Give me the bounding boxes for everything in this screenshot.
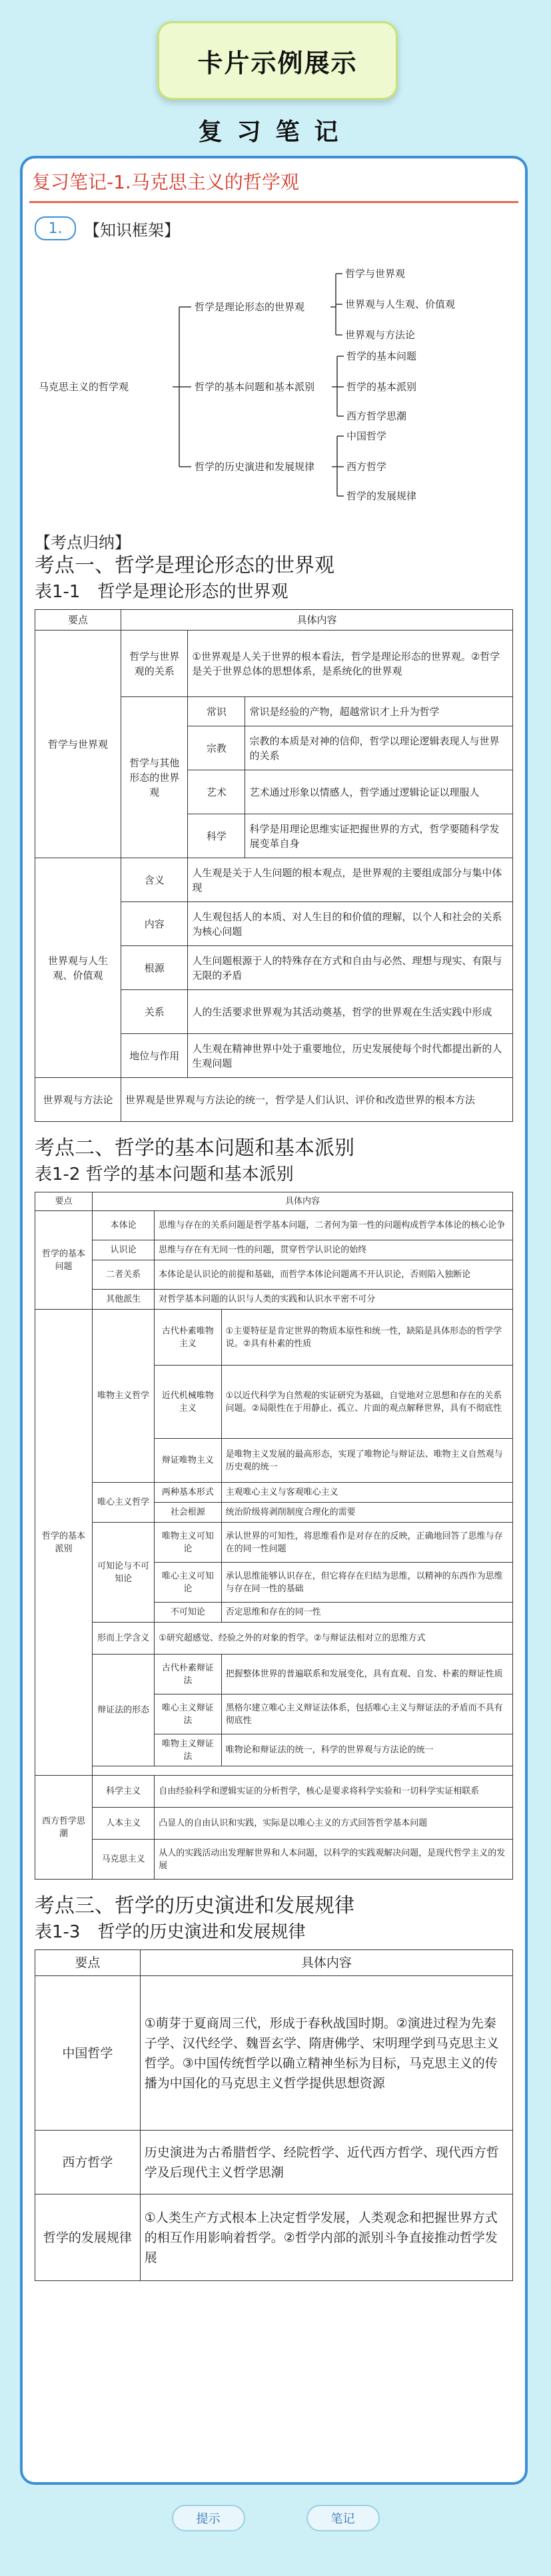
row-content: 科学是用理论思维实证把握世界的方式，哲学要随科学发展变革自身 <box>245 814 513 858</box>
row-key: 科学 <box>188 814 245 858</box>
table-header: 要点 <box>35 610 121 631</box>
row-label: 哲学与其他形态的世界观 <box>121 697 188 858</box>
row-key: 认识论 <box>93 1240 155 1260</box>
page-subtitle: 复习笔记 <box>198 119 353 146</box>
row-content: 人生问题根源于人的特殊存在方式和自由与必然、理想与现实、有限与无限的矛盾 <box>188 946 513 990</box>
row-key: 内容 <box>121 902 188 946</box>
row-key: 其他派生 <box>93 1290 155 1310</box>
row-label: 唯物主义哲学 <box>93 1310 155 1483</box>
row-key: 唯物主义可知论 <box>155 1523 221 1563</box>
row-content: 承认思维能够认识存在，但它将存在归结为思维，以精神的东西作为思维与存在同一性的基础 <box>221 1563 512 1603</box>
row-content: 常识是经验的产物，超越常识才上升为哲学 <box>245 697 513 726</box>
row-content: 艺术通过形象以情感人，哲学通过逻辑论证以理服人 <box>245 770 513 814</box>
row-key: 古代朴素唯物主义 <box>155 1310 221 1366</box>
mindmap-leaf: 哲学的基本问题 <box>346 350 417 362</box>
row-group-label: 哲学的基本派别 <box>35 1310 93 1776</box>
row-content: 人生观包括人的本质、对人生目的和价值的理解，以个人和社会的关系为核心问题 <box>188 902 513 946</box>
row-content: 对哲学基本问题的认识与人类的实践和认识水平密不可分 <box>155 1290 513 1310</box>
row-key: 本体论 <box>93 1211 155 1240</box>
table-header: 具体内容 <box>93 1192 513 1211</box>
row-group-label: 西方哲学思潮 <box>35 1776 93 1880</box>
row-label: 辩证法的形态 <box>93 1655 155 1766</box>
knowledge-mindmap <box>35 248 513 515</box>
mindmap-branch-3: 哲学的历史演进和发展规律 <box>195 461 315 473</box>
point-3-title: 考点三、哲学的历史演进和发展规律 <box>35 1894 354 1918</box>
section-header <box>35 216 513 240</box>
table-1 <box>35 609 513 1122</box>
mindmap-leaf: 中国哲学 <box>346 430 387 442</box>
row-content: 本体论是认识论的前提和基础，而哲学本体论问题离不开认识论，否则陷入独断论 <box>155 1260 513 1290</box>
row-label: 形而上学含义 <box>93 1623 155 1655</box>
row-key: 马克思主义 <box>93 1840 155 1880</box>
row-key: 不可知论 <box>155 1603 221 1623</box>
table-header: 要点 <box>35 1950 141 1976</box>
spacer-row <box>93 1766 513 1776</box>
table-1-title: 表1-1 哲学是理论形态的世界观 <box>35 582 288 602</box>
row-key: 科学主义 <box>93 1776 155 1808</box>
row-key: 地位与作用 <box>121 1034 188 1078</box>
row-content: ①研究超感觉、经验之外的对象的哲学。②与辩证法相对立的思维方式 <box>155 1623 513 1655</box>
row-content: ①主要特征是肯定世界的物质本原性和统一性，缺陷是具体形态的哲学学说。②具有朴素的性质 <box>221 1310 512 1366</box>
row-group-label: 哲学与世界观 <box>35 631 121 858</box>
row-content: ①萌芽于夏商周三代，形成于春秋战国时期。②演进过程为先秦子学、汉代经学、魏晋玄学、隋唐佛学、宋明理学到马克思主义哲学。③中国传统哲学以确立精神坐标为目标，马克思主义的传播为中国化的马克思主义哲学提供思想资源 <box>140 1976 512 2131</box>
row-content: 人的生活要求世界观为其活动奠基，哲学的世界观在生活实践中形成 <box>188 990 513 1034</box>
point-1-title: 考点一、哲学是理论形态的世界观 <box>35 554 334 577</box>
row-key: 关系 <box>121 990 188 1034</box>
key-points-header: 【考点归纳】 <box>35 533 131 552</box>
row-key: 西方哲学 <box>35 2131 141 2194</box>
row-content: 宗教的本质是对神的信仰，哲学以理论逻辑表现人与世界的关系 <box>245 726 513 770</box>
mindmap-branch-1: 哲学是理论形态的世界观 <box>195 301 305 313</box>
row-key: 宗教 <box>188 726 245 770</box>
section-number-badge: 1. <box>35 216 76 240</box>
row-key: 社会根源 <box>155 1503 221 1523</box>
mindmap-leaf: 西方哲学思潮 <box>346 410 407 422</box>
row-key: 近代机械唯物主义 <box>155 1366 221 1439</box>
row-key: 唯物主义辩证法 <box>155 1734 221 1766</box>
row-key: 人本主义 <box>93 1808 155 1840</box>
mindmap-branch-2: 哲学的基本问题和基本派别 <box>195 381 315 393</box>
row-label: 哲学与世界观的关系 <box>121 631 188 697</box>
row-content: 承认世界的可知性，将思维看作是对存在的反映，正确地回答了思维与存在的同一性问题 <box>221 1523 512 1563</box>
page-title: 卡片示例展示 <box>197 48 358 78</box>
row-content: 思维与存在的关系问题是哲学基本问题，二者何为第一性的问题构成哲学本体论的核心论争 <box>155 1211 513 1240</box>
table-3 <box>35 1949 513 2281</box>
mindmap-leaf: 西方哲学 <box>346 461 387 473</box>
row-content: 凸显人的自由认识和实践，实际是以唯心主义的方式回答哲学基本问题 <box>155 1808 513 1840</box>
row-key: 中国哲学 <box>35 1976 141 2131</box>
table-header: 具体内容 <box>140 1950 512 1976</box>
page-title-card <box>157 21 398 100</box>
section-title: 【知识框架】 <box>84 220 180 240</box>
note-card <box>20 156 528 2485</box>
row-content: 主观唯心主义与客观唯心主义 <box>221 1483 512 1503</box>
row-key: 二者关系 <box>93 1260 155 1290</box>
row-content: 把握整体世界的普遍联系和发展变化，具有直观、自发、朴素的辩证性质 <box>221 1655 512 1694</box>
row-content: 历史演进为古希腊哲学、经院哲学、近代西方哲学、现代西方哲学及后现代主义哲学思潮 <box>140 2131 512 2194</box>
card-title: 复习笔记-1.马克思主义的哲学观 <box>29 164 518 203</box>
row-content: 从人的实践活动出发理解世界和人本问题，以科学的实践观解决问题，是现代哲学主义的发展 <box>155 1840 513 1880</box>
table-3-title: 表1-3 哲学的历史演进和发展规律 <box>35 1922 306 1942</box>
row-group-label: 哲学的基本问题 <box>35 1211 93 1310</box>
row-key: 艺术 <box>188 770 245 814</box>
mindmap-leaf: 哲学与世界观 <box>345 268 406 280</box>
point-2-title: 考点二、哲学的基本问题和基本派别 <box>35 1137 354 1160</box>
row-content: ①以近代科学为自然观的实证研究为基础，自觉地对立思想和存在的关系问题。②局限性在于用静止、孤立、片面的观点解释世界，具有不彻底性 <box>221 1366 512 1439</box>
row-content: 自由经验科学和逻辑实证的分析哲学，核心是要求将科学实验和一切科学实证相联系 <box>155 1776 513 1808</box>
row-content: 人生观在精神世界中处于重要地位，历史发展使每个时代都提出新的人生观问题 <box>188 1034 513 1078</box>
row-key: 唯心主义可知论 <box>155 1563 221 1603</box>
row-content: 世界观是世界观与方法论的统一，哲学是人们认识、评价和改造世界的根本方法 <box>121 1078 513 1122</box>
mindmap-leaf: 哲学的基本派别 <box>346 381 417 393</box>
row-content: 统治阶级将剥削制度合理化的需要 <box>221 1503 512 1523</box>
row-key: 唯心主义辩证法 <box>155 1694 221 1734</box>
row-key: 哲学的发展规律 <box>35 2194 141 2281</box>
card-body <box>23 203 525 2281</box>
footer-buttons <box>0 2505 551 2531</box>
mindmap-leaf: 世界观与方法论 <box>345 329 416 341</box>
row-group-label: 世界观与方法论 <box>35 1078 121 1122</box>
row-content: 否定思维和存在的同一性 <box>221 1603 512 1623</box>
table-2 <box>35 1192 513 1880</box>
mindmap-leaf: 世界观与人生观、价值观 <box>345 298 456 310</box>
row-key: 根源 <box>121 946 188 990</box>
table-header: 具体内容 <box>121 610 513 631</box>
row-content: 思维与存在有无同一性的问题，贯穿哲学认识论的始终 <box>155 1240 513 1260</box>
row-key: 常识 <box>188 697 245 726</box>
hint-button[interactable]: 提示 <box>172 2505 245 2531</box>
row-key: 含义 <box>121 858 188 902</box>
table-2-title: 表1-2 哲学的基本问题和基本派别 <box>35 1164 294 1184</box>
row-content: 唯物论和辩证法的统一，科学的世界观与方法论的统一 <box>221 1734 512 1766</box>
row-key: 古代朴素辩证法 <box>155 1655 221 1694</box>
row-content: 是唯物主义发展的最高形态，实现了唯物论与辩证法、唯物主义自然观与历史观的统一 <box>221 1439 512 1483</box>
mindmap-root: 马克思主义的哲学观 <box>39 381 129 393</box>
table-header: 要点 <box>35 1192 93 1211</box>
row-content: ①人类生产方式根本上决定哲学发展，人类观念和把握世界方式的相互作用影响着哲学。②哲学内部的派别斗争直接推动哲学发展 <box>140 2194 512 2281</box>
row-content: 人生观是关于人生问题的根本观点，是世界观的主要组成部分与集中体现 <box>188 858 513 902</box>
row-content: 黑格尔建立唯心主义辩证法体系，包括唯心主义与辩证法的矛盾而不具有彻底性 <box>221 1694 512 1734</box>
row-group-label: 世界观与人生观、价值观 <box>35 858 121 1078</box>
row-content: ①世界观是人关于世界的根本看法，哲学是理论形态的世界观。②哲学是关于世界总体的思想体系，是系统化的世界观 <box>188 631 513 697</box>
row-label: 可知论与不可知论 <box>93 1523 155 1623</box>
row-label: 唯心主义哲学 <box>93 1483 155 1523</box>
row-key: 两种基本形式 <box>155 1483 221 1503</box>
notes-button[interactable]: 笔记 <box>306 2505 380 2531</box>
row-key: 辩证唯物主义 <box>155 1439 221 1483</box>
mindmap-leaf: 哲学的发展规律 <box>346 490 417 502</box>
